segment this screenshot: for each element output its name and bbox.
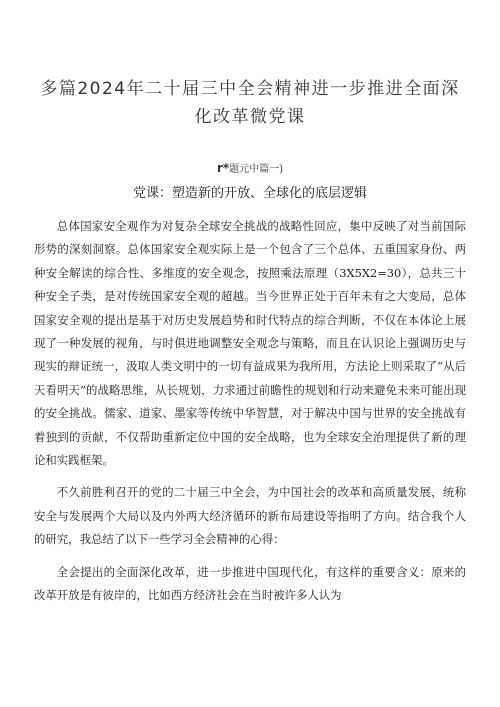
section-marker-text: 题元中篇一): [229, 164, 284, 175]
document-title: 多篇2024年二十届三中全会精神进一步推进全面深化改革微党课: [40, 79, 460, 128]
paragraph: 不久前胜利召开的党的二十届三中全会，为中国社会的改革和高质量发展，统称安全与发展两个大局以及内外两大经济循环的新布局建设等指明了方向。结合我个人的研究，我总结了以下一些学习全会精神的心得：: [34, 485, 466, 547]
section-marker-glyph: r*: [216, 161, 230, 175]
section-marker: [0, 161, 500, 177]
paragraph: 全会提出的全面深化改革，进一步推进中国现代化，有这样的重要含义：原来的改革开放是有彼岸的，比如西方经济社会在当时被许多人认为: [34, 564, 466, 603]
body-text: [34, 215, 466, 608]
paragraph: 总体国家安全观作为对复杂全球安全挑战的战略性回应，集中反映了对当前国际形势的深刻洞察。总体国家安全观实际上是一个包含了三个总体、五重国家身份、两种安全解读的综合性、多维度的安全观念，按照乘法原理（3X5X2=30），总共三十种安全子类，是对传统国家安全观的超越。当今世界正处于百年未有之大变局，总体国家安全观的提出是基于对历史发展趋势和时代特点的综合判断，不仅在本体论上展现了一种发展的视角，与时俱进地调整安全观念与策略，而且在认识论上强调历史与现实的辩证统一，汲取人类文明中的一切有益成果为我所用，方法论上则采取了“从后天看明天”的战略思维，从长规划，力求通过前瞻性的规划和行动来避免未来可能出现的安全挑战。儒家、道家、墨家等传统中华智慧，对于解决中国与世界的安全挑战有着独到的贡献，不仅帮助重新定位中国的安全战略，也为全球安全治理提供了新的理论和实践框架。: [34, 219, 466, 468]
section-heading: 党课：塑造新的开放、全球化的底层逻辑: [132, 186, 367, 201]
